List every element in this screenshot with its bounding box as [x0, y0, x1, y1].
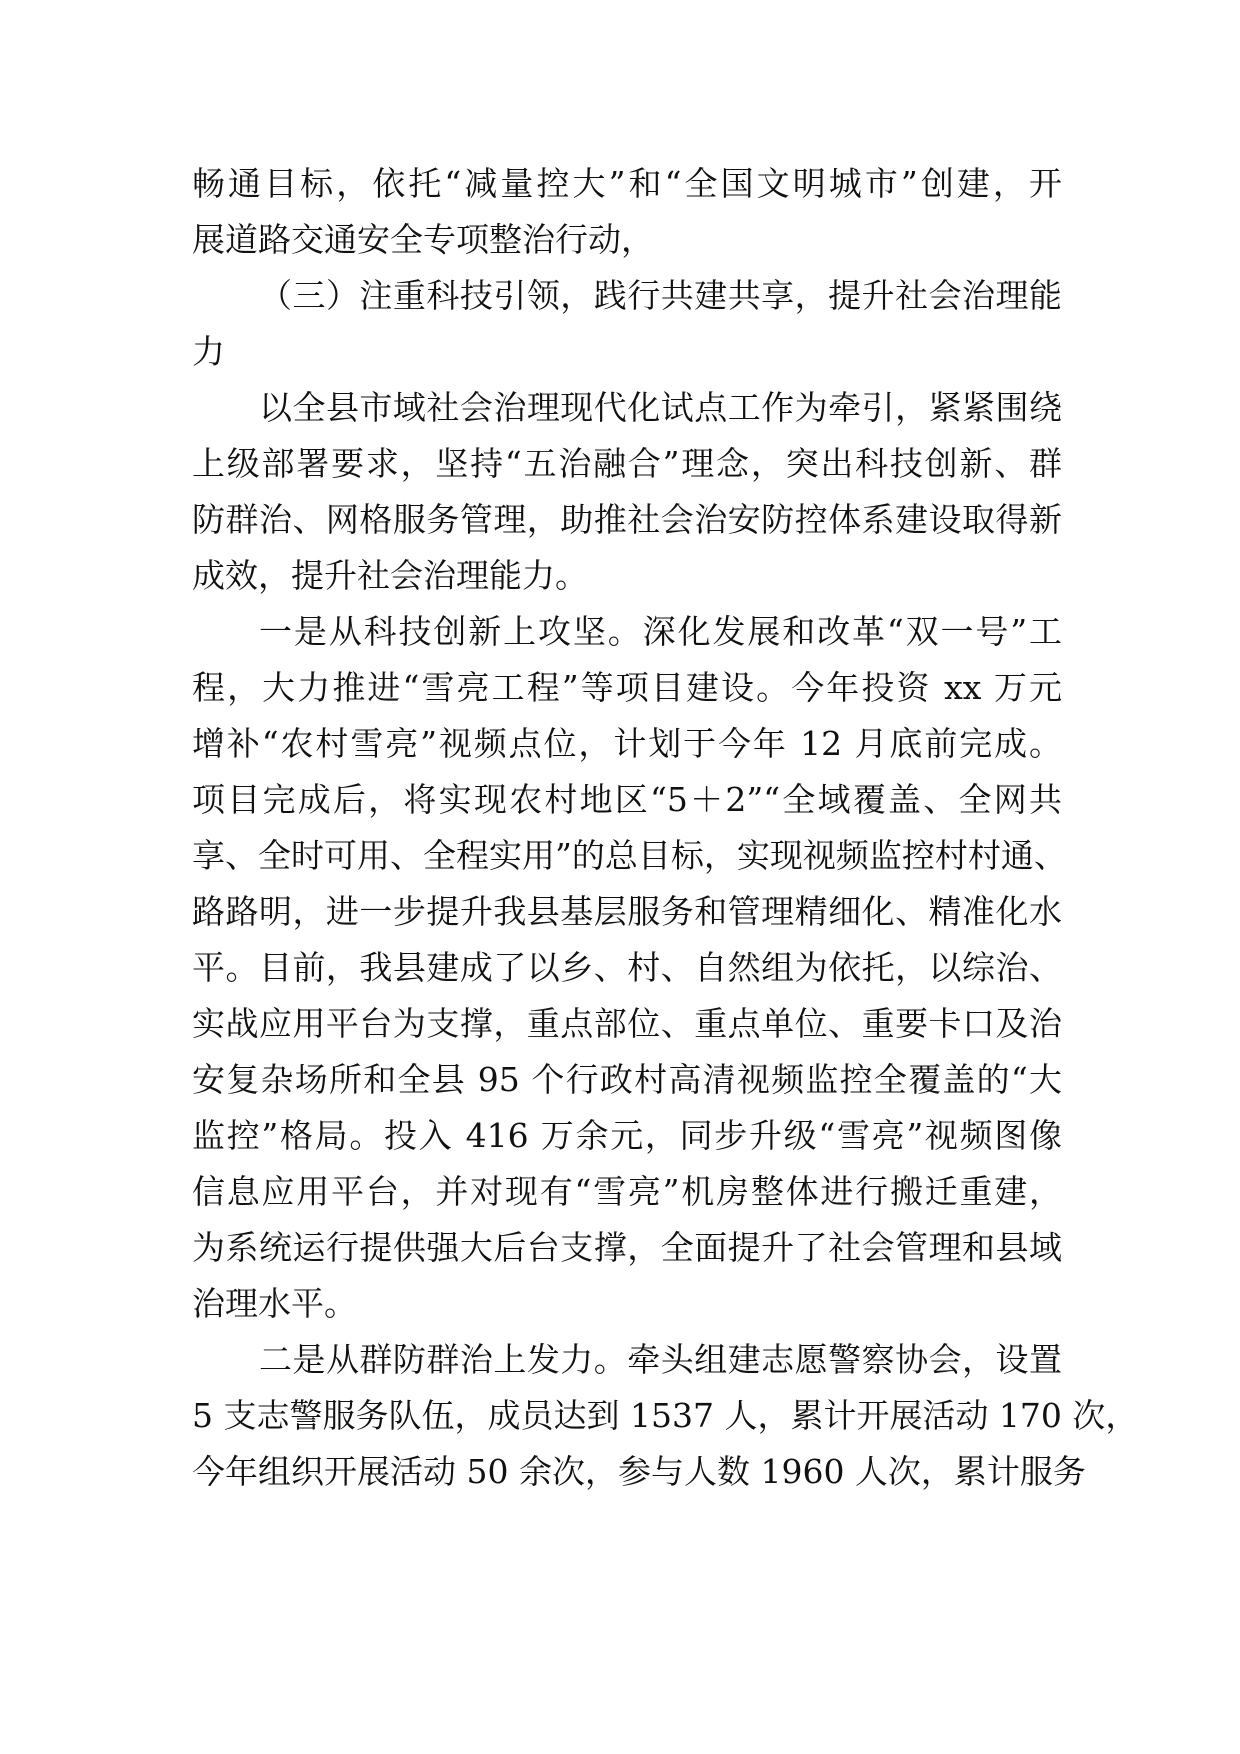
- text-line: 项目完成后，将实现农村地区“5＋2”“全域覆盖、全网共: [192, 780, 1062, 819]
- text-line: 享、全时可用、全程实用”的总目标，实现视频监控村村通、: [192, 836, 1067, 875]
- text-line: 增补“农村雪亮”视频点位，计划于今年 12 月底前完成。: [192, 724, 1062, 763]
- text-line: 二是从群防群治上发力。牵头组建志愿警察协会，设置: [259, 1340, 1062, 1379]
- text-line: 展道路交通安全专项整治行动，: [192, 220, 654, 259]
- text-line: 防群治、网格服务管理，助推社会治安防控体系建设取得新: [192, 500, 1062, 539]
- text-line: （三）注重科技引领，践行共建共享，提升社会治理能: [259, 276, 1062, 315]
- text-line: 今年组织开展活动 50 余次，参与人数 1960 人次，累计服务: [192, 1452, 1086, 1491]
- text-line: 以全县市域社会治理现代化试点工作为牵引，紧紧围绕: [259, 388, 1062, 427]
- text-line: 程，大力推进“雪亮工程”等项目建设。今年投资 xx 万元: [192, 668, 1062, 707]
- text-line: 平。目前，我县建成了以乡、村、自然组为依托，以综治、: [192, 948, 1062, 987]
- text-line: 信息应用平台，并对现有“雪亮”机房整体进行搬迁重建，: [192, 1172, 1062, 1211]
- text-line: 路路明，进一步提升我县基层服务和管理精细化、精准化水: [192, 892, 1062, 931]
- text-line: 5 支志警服务队伍，成员达到 1537 人，累计开展活动 170 次，: [192, 1396, 1139, 1435]
- text-line: 治理水平。: [192, 1284, 357, 1323]
- text-line: 力: [192, 332, 225, 371]
- text-line: 畅通目标，依托“减量控大”和“全国文明城市”创建，开: [192, 164, 1062, 203]
- text-line: 监控”格局。投入 416 万余元，同步升级“雪亮”视频图像: [192, 1116, 1062, 1155]
- text-line: 上级部署要求，坚持“五治融合”理念，突出科技创新、群: [192, 444, 1062, 483]
- text-line: 实战应用平台为支撑，重点部位、重点单位、重要卡口及治: [192, 1004, 1062, 1043]
- text-line: 安复杂场所和全县 95 个行政村高清视频监控全覆盖的“大: [192, 1060, 1062, 1099]
- text-line: 一是从科技创新上攻坚。深化发展和改革“双一号”工: [259, 612, 1062, 651]
- text-line: 为系统运行提供强大后台支撑，全面提升了社会管理和县域: [192, 1228, 1062, 1267]
- text-line: 成效，提升社会治理能力。: [192, 556, 588, 595]
